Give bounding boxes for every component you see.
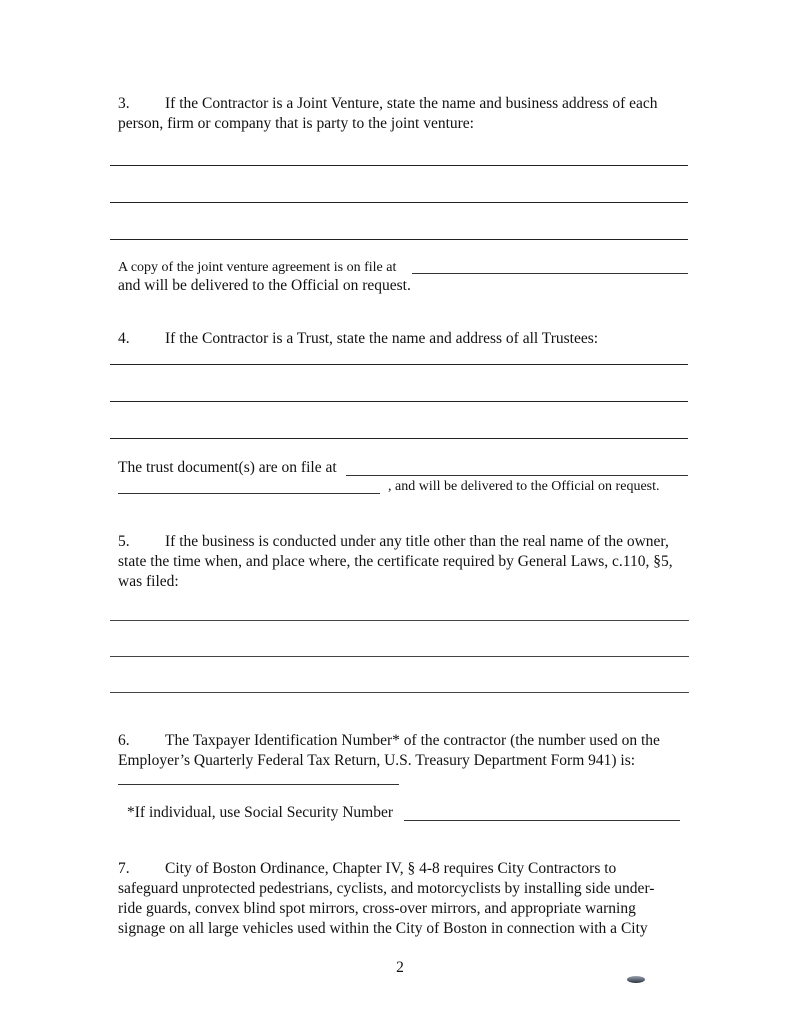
section-4-number: 4. (118, 330, 130, 347)
trustee-line-2[interactable] (110, 401, 688, 402)
joint-venture-delivery-text: and will be delivered to the Official on request. (118, 277, 411, 294)
section-5-heading (118, 532, 688, 552)
trust-file-label: The trust document(s) are on file at (118, 459, 337, 476)
section-6-text: The Taxpayer Identification Number* of the contractor (the number used on the (165, 732, 660, 749)
section-6-line-2: Employer’s Quarterly Federal Tax Return, U.S. Treasury Department Form 941) is: (118, 752, 636, 769)
trustee-line-3[interactable] (110, 438, 688, 439)
joint-venture-line-2[interactable] (110, 202, 688, 203)
trust-file-field[interactable] (346, 461, 688, 476)
ssn-field[interactable] (404, 806, 680, 821)
section-5-line-2: state the time when, and place where, the certificate required by General Laws, c.110, §5, (118, 553, 673, 570)
section-3-text: If the Contractor is a Joint Venture, state the name and business address of each (165, 95, 658, 112)
section-3-number: 3. (118, 95, 130, 112)
section-5-line-3: was filed: (118, 573, 179, 590)
joint-venture-file-label: A copy of the joint venture agreement is on file at (118, 260, 397, 275)
taxpayer-id-field[interactable] (118, 770, 399, 785)
joint-venture-file-field[interactable] (412, 259, 688, 274)
section-4-text: If the Contractor is a Trust, state the name and address of all Trustees: (165, 330, 599, 347)
section-7-heading (118, 859, 688, 879)
section-7-line-3: ride guards, convex blind spot mirrors, cross-over mirrors, and appropriate warning (118, 900, 636, 917)
trust-delivery-text: , and will be delivered to the Official on request. (388, 479, 660, 494)
trust-file-field-continued[interactable] (118, 479, 380, 494)
certificate-line-2[interactable] (110, 656, 689, 657)
section-7-line-4: signage on all large vehicles used within the City of Boston in connection with a City (118, 920, 648, 937)
section-4-heading (118, 329, 688, 349)
section-5-number: 5. (118, 533, 130, 550)
section-7-number: 7. (118, 860, 130, 877)
certificate-line-3[interactable] (110, 692, 689, 693)
section-6-number: 6. (118, 732, 130, 749)
joint-venture-line-1[interactable] (110, 165, 688, 166)
section-5-text: If the business is conducted under any title other than the real name of the owner, (165, 533, 669, 550)
trustee-line-1[interactable] (110, 364, 688, 365)
page-number: 2 (396, 959, 404, 976)
scan-artifact-icon (627, 976, 645, 983)
section-6-heading (118, 731, 688, 751)
section-3-heading (118, 94, 688, 114)
certificate-line-1[interactable] (110, 620, 689, 621)
section-7-line-2: safeguard unprotected pedestrians, cyclists, and motorcyclists by installing side under- (118, 880, 655, 897)
ssn-label: *If individual, use Social Security Number (127, 804, 394, 821)
joint-venture-line-3[interactable] (110, 239, 688, 240)
section-3-continuation: person, firm or company that is party to the joint venture: (118, 115, 474, 132)
section-7-text: City of Boston Ordinance, Chapter IV, § 4-8 requires City Contractors to (165, 860, 617, 877)
